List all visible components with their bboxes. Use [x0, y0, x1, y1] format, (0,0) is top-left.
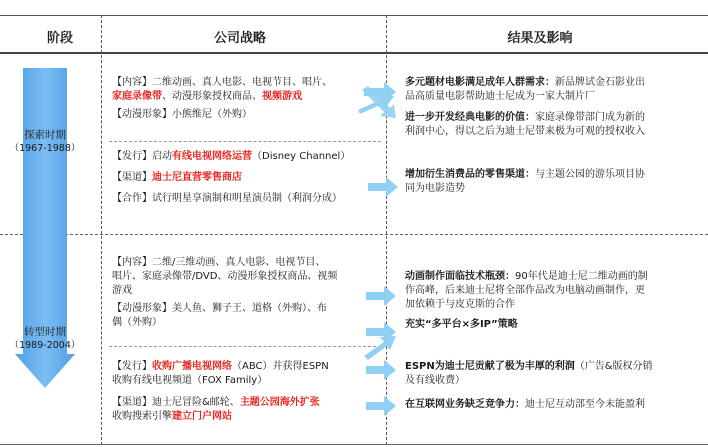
phase-2-years: （1989-2004）	[9, 340, 81, 351]
result-4-line3: 加依赖于与皮克斯的合作	[405, 299, 515, 310]
result-6-line1	[405, 360, 653, 374]
arrow-to-result-9	[366, 396, 396, 416]
strategy-1-release-red: 有线电视网络运营	[172, 151, 252, 162]
strategy-1-content-line2	[112, 90, 302, 104]
bottom-rule	[0, 444, 708, 445]
result-6-rest: （广告&版权分销	[574, 361, 653, 372]
strategy-1-red-games: 视频游戏	[262, 91, 302, 102]
strategy-1-content-line1: 【内容】二维动画、真人电影、电视节目、唱片、	[112, 77, 332, 88]
strategy-1-coop: 【合作】试行明星享演制和明星演员制（利润分成）	[112, 193, 342, 204]
result-3-line2: 同为电影造势	[405, 183, 465, 194]
result-1-title: 多元题材电影满足成年人群需求：	[405, 77, 555, 88]
result-7	[405, 398, 645, 412]
strategy-2-channel-line2-prefix: 收购搜索引擎	[112, 411, 172, 422]
strategy-1-release	[112, 150, 350, 164]
result-1-line1	[405, 76, 645, 90]
strategy-1-anime: 【动漫形象】小熊维尼（外购）	[112, 109, 252, 120]
connector-arrows	[340, 60, 410, 440]
phase-1-label	[5, 128, 85, 156]
result-2-title: 进一步开发经典电影的价值：	[405, 112, 535, 123]
strategy-2-release-suffix: （ABC）并获得ESPN	[232, 361, 329, 372]
result-2-rest: 家庭录像带部门成为新的	[535, 112, 645, 123]
result-6-line2: 及有线收费）	[405, 375, 465, 386]
result-2-line1	[405, 111, 645, 125]
result-4-rest: 90年代是迪士尼二维动画的制	[515, 271, 648, 282]
strategy-1-content-mid: 、动漫形象授权商品、	[162, 91, 262, 102]
strategy-1-release-prefix: 【发行】启动	[112, 151, 172, 162]
strategy-2-content-line1: 【内容】二维/三维动画、真人电影、电视节目、	[112, 257, 326, 268]
strategy-2-anime-line1: 【动漫形象】美人鱼、狮子王、道格（外购）、布	[112, 303, 327, 314]
header-result: 结果及影响	[507, 31, 573, 46]
strategy-2-channel-red2: 建立门户网站	[172, 411, 232, 422]
result-5	[405, 318, 518, 332]
arrow-to-result-7	[364, 336, 396, 360]
phase-1-name: 探索时期	[24, 129, 66, 141]
result-1-line2: 品高质量电影帮助迪士尼成为一家大制片厂	[405, 91, 595, 102]
strategy-2-release-line2: 收购有线电视频道（FOX Family）	[112, 375, 268, 386]
arrow-to-result-5	[366, 286, 396, 306]
result-3-title: 增加衍生消费品的零售渠道：	[405, 169, 535, 180]
strategy-1-channel-prefix: 【渠道】	[112, 172, 152, 183]
strategy-2-anime-line2: 偶（外购）	[112, 317, 162, 328]
header-phase: 阶段	[46, 31, 73, 46]
strategy-1-red-video: 家庭录像带	[112, 91, 162, 102]
result-6-title: ESPN为迪士尼贡献了极为丰厚的利润	[405, 361, 575, 372]
strategy-1-channel	[112, 171, 242, 185]
result-2-line2: 利润中心，得以之后为迪士尼带来极为可观的授权收入	[405, 126, 645, 137]
strategy-2-channel-line2	[112, 410, 232, 424]
result-1-rest: 新品牌试金石影业出	[555, 77, 645, 88]
arrow-to-result-8	[366, 360, 396, 380]
phase-2-name: 转型时期	[24, 326, 66, 338]
result-3-rest: 与主题公园的游乐项目协	[535, 169, 645, 180]
strategy-2-release-line1	[112, 360, 329, 374]
header-bottom-rule	[0, 52, 708, 54]
strategy-1-channel-red: 迪士尼直营零售商店	[152, 172, 242, 183]
result-3-line1	[405, 168, 645, 182]
header-top-rule	[0, 15, 708, 16]
column-divider-left	[101, 15, 102, 445]
result-5-title: 充实“多平台×多IP”策略	[405, 319, 518, 330]
phase-2-label	[5, 325, 85, 353]
strategy-1-release-suffix: （Disney Channel）	[252, 151, 351, 162]
result-7-rest: 迪士尼互动部至今未能盈利	[525, 399, 645, 410]
result-4-line2: 作高峰，后来迪士尼将全部作品改为电脑动画制作，更	[405, 285, 645, 296]
strategy-2-content-line3: 游戏	[112, 285, 132, 296]
result-4-title: 动画制作面临技术瓶颈：	[405, 271, 515, 282]
strategy-2-content-line2: 唱片、家庭录像带/DVD、动漫形象授权商品、视频	[112, 271, 338, 282]
strategy-2-release-prefix: 【发行】	[112, 361, 152, 372]
result-4-line1	[405, 270, 648, 284]
result-7-title: 在互联网业务缺乏竞争力：	[405, 399, 525, 410]
arrow-to-result-4	[368, 177, 398, 197]
strategy-2-channel-red1: 主题公园海外扩张	[239, 397, 320, 408]
header-strategy: 公司战略	[213, 31, 266, 46]
strategy-2-release-red: 收购广播电视网络	[152, 361, 232, 372]
strategy-2-channel-prefix: 【渠道】迪士尼冒险&邮轮、	[112, 397, 240, 408]
phase-1-years: （1967-1988）	[9, 143, 81, 154]
strategy-2-channel-line1	[112, 396, 320, 410]
